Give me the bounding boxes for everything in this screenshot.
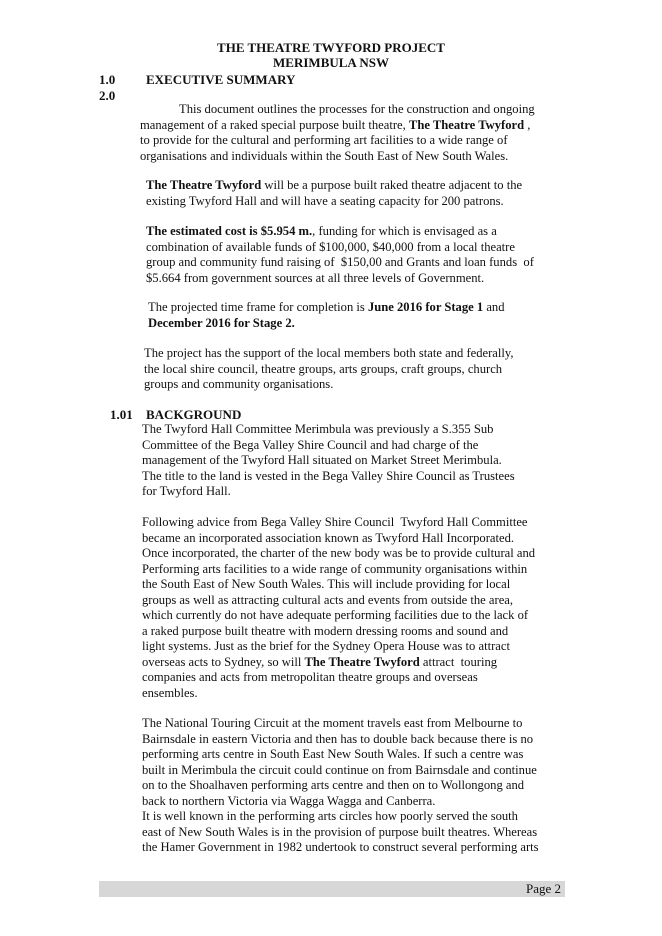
estimated-cost: The estimated cost is $5.954 m. — [146, 224, 313, 238]
text-line: became an incorporated association known as Twyford Hall Incorporated. — [142, 530, 515, 545]
text-line: the local shire council, theatre groups, arts groups, craft groups, church — [144, 361, 503, 376]
text-line: back to northern Victoria via Wagga Wagga and Canberra. — [142, 793, 436, 808]
text-line: groups and community organisations. — [144, 377, 334, 391]
text-line: Committee of the Bega Valley Shire Council and had charge of the — [142, 437, 479, 452]
text-line: Once incorporated, the charter of the new body was be to provide cultural and — [142, 546, 536, 560]
section-heading-background: BACKGROUND — [146, 407, 242, 422]
text-line: performing arts centre in South East New South Wales. If such a centre was — [142, 747, 524, 761]
text-line: to provide for the cultural and performing art facilities to a wide range of — [140, 133, 508, 147]
text-line: group and community fund raising of $150,00 and Grants and loan funds of — [146, 255, 534, 269]
text-line: ensembles. — [142, 685, 198, 700]
paragraph-hall-committee — [142, 422, 515, 500]
paragraph-support — [144, 346, 514, 393]
paragraph-timeframe — [148, 300, 505, 331]
text-line: on to the Shoalhaven performing arts centre and then on to Wollongong and — [142, 778, 525, 792]
text-line: will be a purpose built raked theatre adjacent to the — [261, 178, 523, 192]
page-number: Page 2 — [525, 881, 561, 896]
page-footer — [99, 881, 565, 897]
text-line: for Twyford Hall. — [142, 484, 231, 498]
text-line: , funding for which is envisaged as a — [312, 224, 497, 238]
theatre-name: The Theatre Twyford — [408, 117, 525, 132]
paragraph-touring-circuit — [142, 716, 539, 856]
text-line: the Hamer Government in 1982 undertook to construct several performing arts — [142, 840, 539, 854]
text-line: The project has the support of the local members both state and federally, — [144, 346, 514, 360]
text-line: management of a raked special purpose built theatre, — [140, 117, 409, 132]
section-heading-executive-summary: EXECUTIVE SUMMARY — [146, 72, 296, 87]
paragraph-theatre — [146, 178, 522, 209]
text-line: existing Twyford Hall and will have a seating capacity for 200 patrons. — [146, 193, 504, 208]
stage-2-date: December 2016 for Stage 2. — [148, 315, 295, 330]
paragraph-cost — [146, 224, 534, 286]
text-line: It is well known in the performing arts circles how poorly served the south — [142, 809, 518, 823]
text-line: attract touring — [419, 654, 498, 669]
document-title: THE THEATRE TWYFORD PROJECT — [217, 40, 445, 55]
text-line: The National Touring Circuit at the moment travels east from Melbourne to — [142, 716, 523, 730]
paragraph-incorporation — [142, 515, 535, 701]
text-line: groups as well as attracting cultural acts and events from outside the area, — [142, 592, 514, 607]
text-line: This document outlines the processes for the construction and ongoing — [179, 102, 535, 116]
text-line: Following advice from Bega Valley Shire Council Twyford Hall Committee — [142, 515, 528, 529]
text-line: organisations and individuals within the South East of New South Wales. — [140, 148, 509, 163]
section-number: 1.01 — [110, 407, 133, 422]
theatre-name: The Theatre Twyford — [304, 654, 420, 669]
text-line: which currently do not have adequate performing facilities due to the lack of — [142, 608, 529, 622]
paragraph-intro — [140, 102, 535, 164]
theatre-name: The Theatre Twyford — [146, 178, 262, 192]
stage-1-date: June 2016 for Stage 1 — [367, 300, 484, 314]
text-line: The Twyford Hall Committee Merimbula was previously a S.355 Sub — [142, 422, 494, 436]
text-line: built in Merimbula the circuit could continue on from Bairnsdale and continue — [142, 762, 537, 777]
text-line: The projected time frame for completion is — [148, 300, 368, 314]
text-line: The title to the land is vested in the Bega Valley Shire Council as Trustees — [142, 468, 515, 483]
text-line: , — [524, 117, 531, 132]
text-line: $5.664 from government sources at all three levels of Government. — [146, 270, 485, 285]
text-line: companies and acts from metropolitan theatre groups and overseas — [142, 670, 478, 684]
section-number: 1.0 — [99, 72, 116, 87]
text-line: overseas acts to Sydney, so will — [142, 654, 305, 669]
text-line: Performing arts facilities to a wide range of community organisations within — [142, 561, 528, 576]
text-line: a raked purpose built theatre with modern dressing rooms and sound and — [142, 623, 509, 638]
text-line: light systems. Just as the brief for the Sydney Opera House was to attract — [142, 639, 510, 653]
text-line: the South East of New South Wales. This will include providing for local — [142, 577, 511, 591]
text-line: and — [483, 300, 505, 314]
text-line: management of the Twyford Hall situated on Market Street Merimbula. — [142, 453, 502, 467]
section-number-2: 2.0 — [99, 88, 116, 103]
text-line: east of New South Wales is in the provision of purpose built theatres. Whereas — [142, 824, 538, 839]
document-subtitle: MERIMBULA NSW — [273, 55, 389, 70]
text-line: Bairnsdale in eastern Victoria and then has to double back because there is no — [142, 731, 534, 746]
text-line: combination of available funds of $100,000, $40,000 from a local theatre — [146, 239, 515, 254]
